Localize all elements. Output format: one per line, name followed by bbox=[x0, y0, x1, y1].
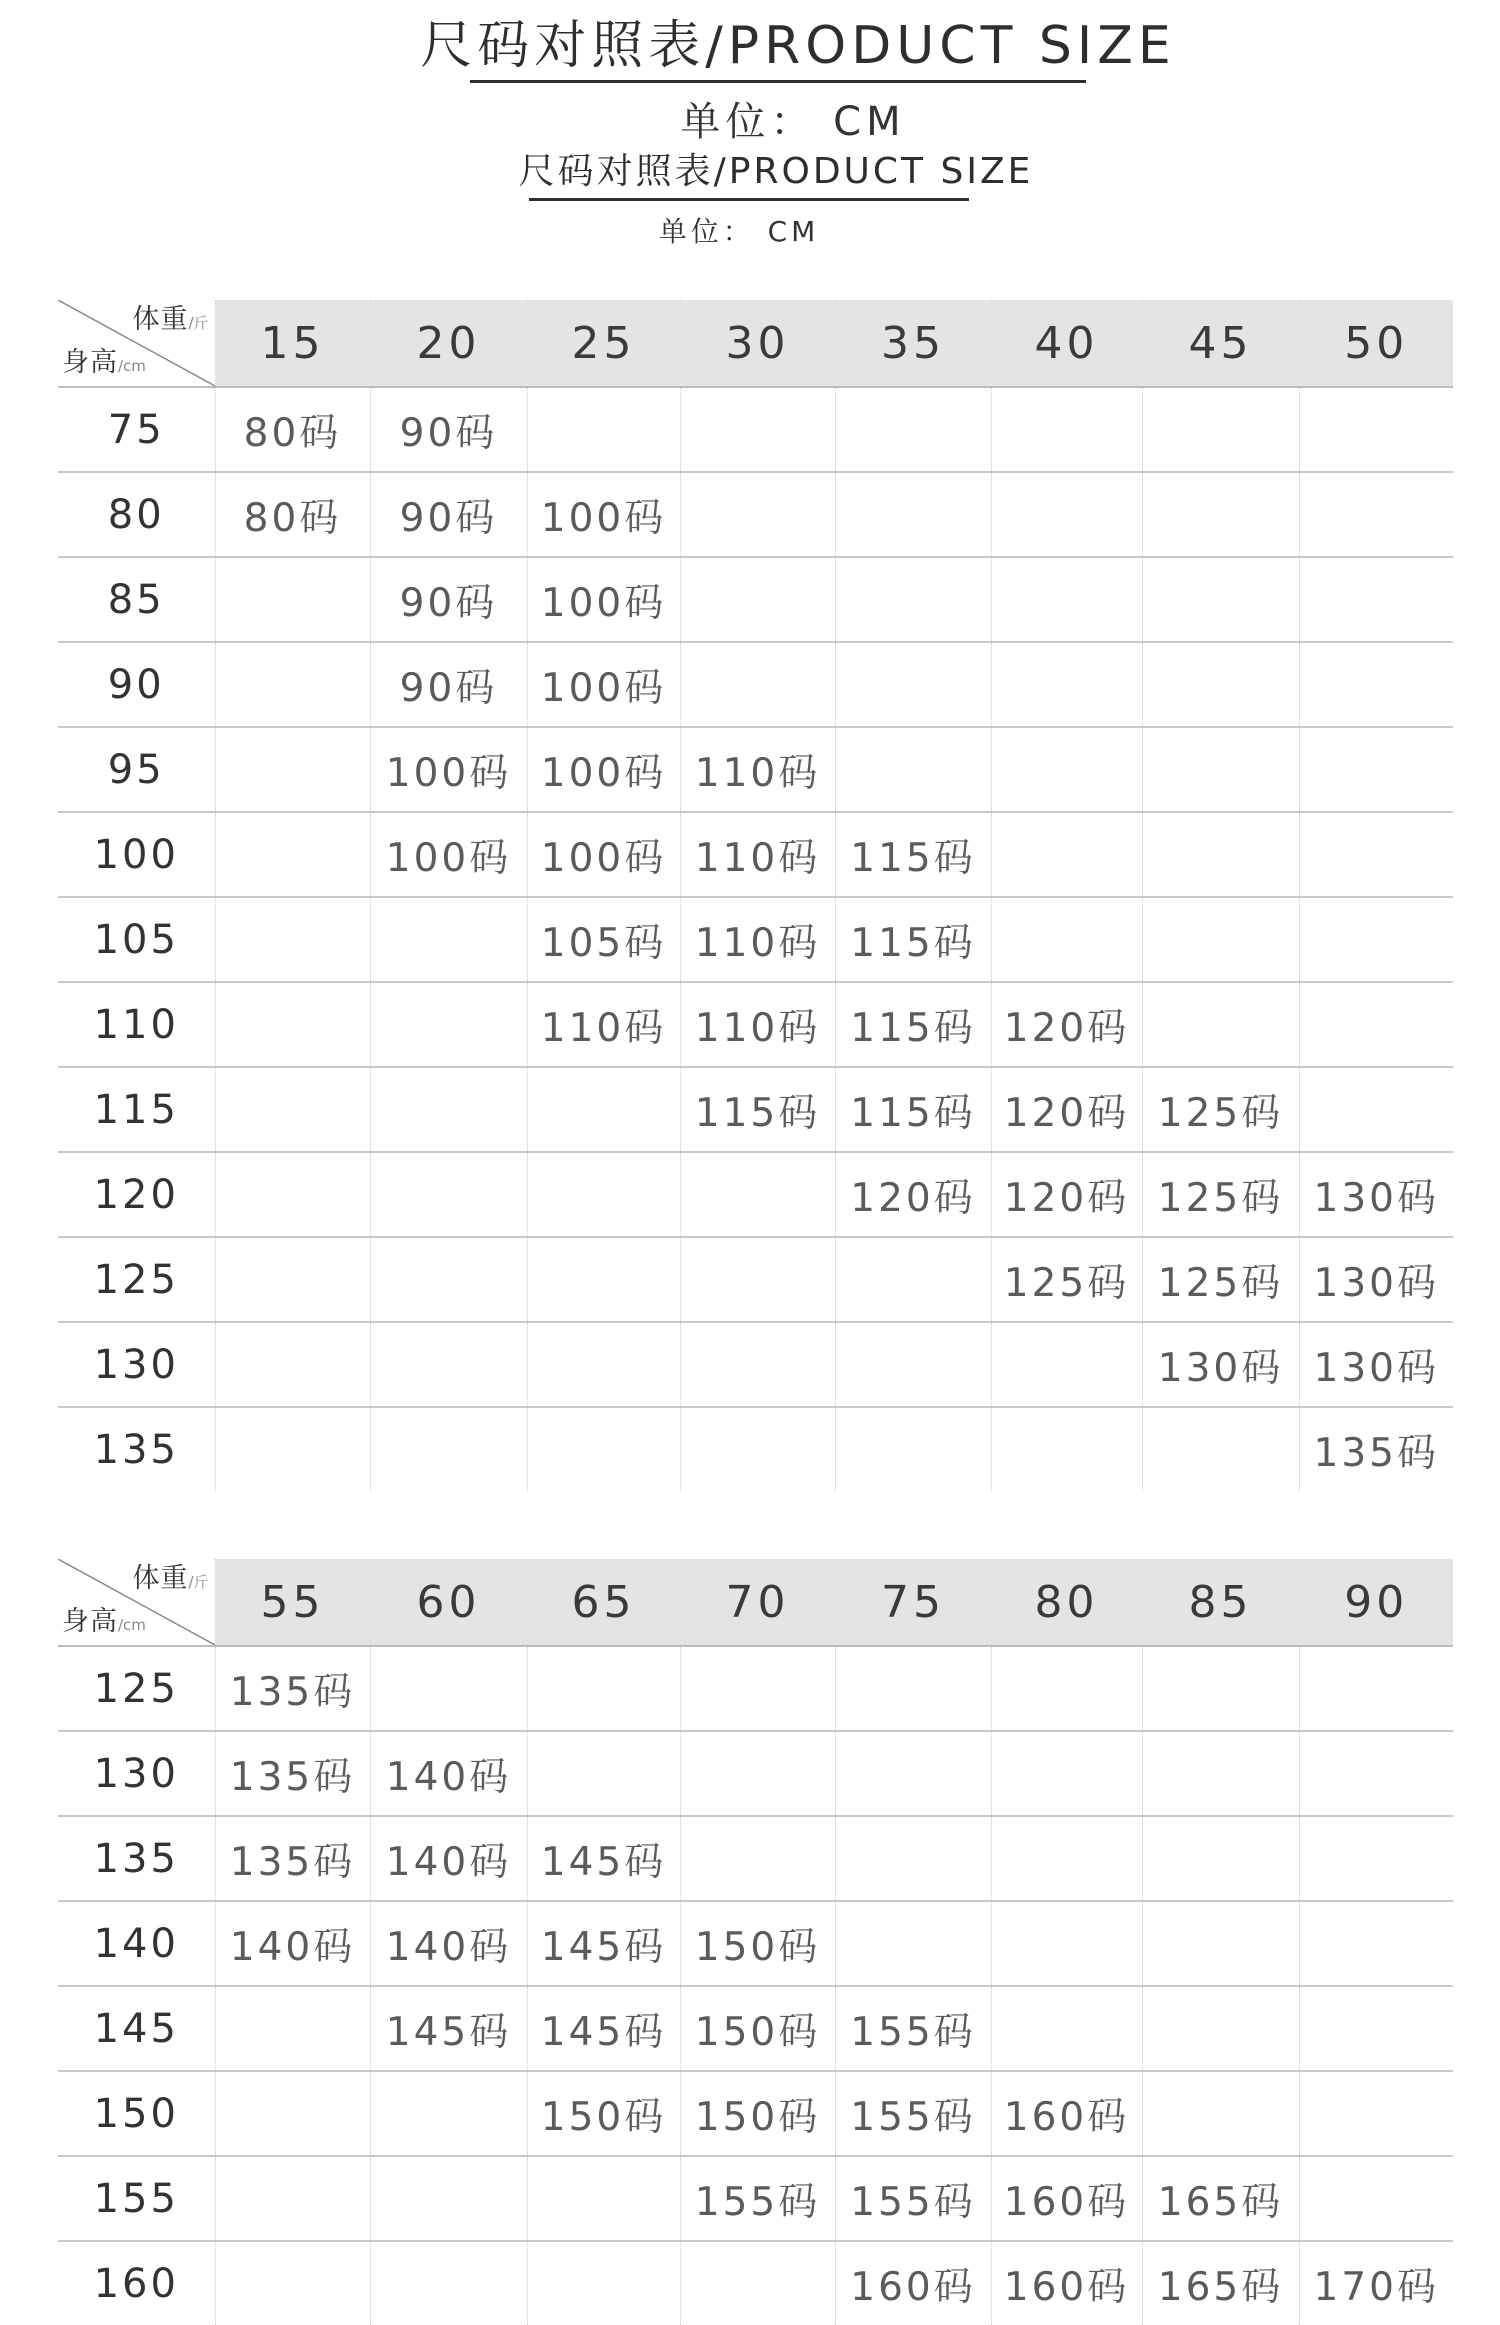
size-cell: 100码 bbox=[527, 812, 680, 897]
height-row-header: 75 bbox=[58, 387, 215, 472]
size-cell bbox=[1299, 727, 1453, 812]
size-cell bbox=[1142, 1407, 1299, 1491]
size-cell bbox=[215, 2156, 370, 2241]
size-cell: 115码 bbox=[835, 897, 991, 982]
size-cell: 90码 bbox=[370, 642, 527, 727]
size-cell bbox=[991, 1646, 1142, 1731]
size-cell: 140码 bbox=[370, 1901, 527, 1986]
size-cell bbox=[527, 1067, 680, 1152]
size-cell bbox=[527, 2241, 680, 2325]
size-cell bbox=[370, 1067, 527, 1152]
height-row-header: 150 bbox=[58, 2071, 215, 2156]
size-cell: 140码 bbox=[215, 1901, 370, 1986]
weight-column-header: 35 bbox=[835, 300, 991, 387]
size-cell: 145码 bbox=[527, 1901, 680, 1986]
size-cell: 170码 bbox=[1299, 2241, 1453, 2325]
size-cell bbox=[215, 1322, 370, 1407]
size-cell bbox=[991, 812, 1142, 897]
size-cell bbox=[680, 642, 835, 727]
size-cell bbox=[991, 1901, 1142, 1986]
size-cell bbox=[370, 1152, 527, 1237]
height-row-header: 110 bbox=[58, 982, 215, 1067]
size-cell bbox=[835, 1901, 991, 1986]
size-cell: 150码 bbox=[527, 2071, 680, 2156]
size-cell bbox=[1299, 2156, 1453, 2241]
size-cell bbox=[370, 1646, 527, 1731]
unit-label: 单位： CM bbox=[680, 99, 906, 145]
size-cell: 120码 bbox=[991, 1152, 1142, 1237]
table-row bbox=[58, 1731, 1453, 1816]
weight-column-header: 50 bbox=[1299, 300, 1453, 387]
size-cell bbox=[1142, 557, 1299, 642]
page-title: 尺码对照表/PRODUCT SIZE bbox=[420, 16, 1176, 76]
size-cell bbox=[680, 1816, 835, 1901]
size-cell bbox=[680, 387, 835, 472]
weight-column-header: 75 bbox=[835, 1559, 991, 1646]
size-cell: 135码 bbox=[215, 1646, 370, 1731]
title-underline bbox=[470, 80, 1086, 83]
table-row bbox=[58, 1816, 1453, 1901]
height-axis-label bbox=[62, 345, 146, 384]
size-cell bbox=[1299, 387, 1453, 472]
size-cell bbox=[527, 1237, 680, 1322]
height-row-header: 135 bbox=[93, 1426, 179, 1473]
size-cell: 90码 bbox=[370, 472, 527, 557]
table-row bbox=[58, 642, 1453, 727]
size-cell: 100码 bbox=[527, 472, 680, 557]
height-row-header: 155 bbox=[58, 2156, 215, 2241]
table-row bbox=[58, 982, 1453, 1067]
height-row-header: 100 bbox=[58, 812, 215, 897]
size-cell bbox=[1142, 387, 1299, 472]
table-row bbox=[58, 1901, 1453, 1986]
table-row bbox=[58, 1152, 1453, 1237]
size-cell bbox=[835, 1322, 991, 1407]
height-row-header: 160 bbox=[93, 2260, 179, 2307]
size-cell: 130码 bbox=[1142, 1322, 1299, 1407]
size-cell bbox=[370, 2071, 527, 2156]
size-cell bbox=[991, 387, 1142, 472]
size-cell bbox=[835, 1646, 991, 1731]
size-cell bbox=[1142, 982, 1299, 1067]
size-cell: 120码 bbox=[991, 982, 1142, 1067]
size-cell: 125码 bbox=[1142, 1152, 1299, 1237]
size-cell: 155码 bbox=[835, 2156, 991, 2241]
size-cell bbox=[1299, 472, 1453, 557]
height-row-header: 120 bbox=[58, 1152, 215, 1237]
size-cell bbox=[835, 1816, 991, 1901]
size-cell bbox=[215, 2071, 370, 2156]
weight-column-header: 55 bbox=[215, 1559, 370, 1646]
size-cell: 145码 bbox=[370, 1986, 527, 2071]
weight-axis-label bbox=[132, 1561, 208, 1600]
size-cell bbox=[215, 2241, 370, 2325]
size-cell: 100码 bbox=[527, 727, 680, 812]
size-cell bbox=[835, 1407, 991, 1491]
size-cell bbox=[527, 2156, 680, 2241]
size-cell bbox=[215, 982, 370, 1067]
table-row bbox=[58, 897, 1453, 982]
size-cell: 155码 bbox=[835, 2071, 991, 2156]
table-row bbox=[58, 557, 1453, 642]
size-cell: 100码 bbox=[527, 557, 680, 642]
size-cell bbox=[991, 1731, 1142, 1816]
corner-cell bbox=[58, 300, 215, 387]
weight-column-header: 60 bbox=[370, 1559, 527, 1646]
size-cell: 125码 bbox=[1142, 1067, 1299, 1152]
table-row bbox=[58, 2156, 1453, 2241]
table-row bbox=[58, 1986, 1453, 2071]
size-cell bbox=[1142, 1901, 1299, 1986]
size-cell bbox=[215, 1067, 370, 1152]
size-cell bbox=[991, 472, 1142, 557]
size-cell bbox=[680, 472, 835, 557]
size-cell bbox=[1142, 897, 1299, 982]
size-cell: 135码 bbox=[215, 1816, 370, 1901]
weight-axis-label bbox=[132, 302, 208, 341]
table-row bbox=[58, 1067, 1453, 1152]
size-cell: 115码 bbox=[835, 1067, 991, 1152]
size-cell bbox=[370, 2156, 527, 2241]
weight-column-header: 65 bbox=[527, 1559, 680, 1646]
size-cell: 140码 bbox=[370, 1731, 527, 1816]
size-cell bbox=[991, 1986, 1142, 2071]
size-cell: 130码 bbox=[1299, 1322, 1453, 1407]
size-cell bbox=[991, 642, 1142, 727]
table-row bbox=[58, 2071, 1453, 2156]
size-cell: 90码 bbox=[370, 387, 527, 472]
size-cell: 140码 bbox=[370, 1816, 527, 1901]
size-cell bbox=[215, 557, 370, 642]
size-cell bbox=[1299, 812, 1453, 897]
weight-column-header: 45 bbox=[1142, 300, 1299, 387]
size-cell: 125码 bbox=[991, 1237, 1142, 1322]
height-label: 身高 bbox=[62, 1606, 118, 1637]
height-row-header: 145 bbox=[58, 1986, 215, 2071]
size-cell bbox=[1299, 897, 1453, 982]
size-cell bbox=[215, 897, 370, 982]
weight-column-header: 15 bbox=[215, 300, 370, 387]
corner-cell bbox=[58, 1559, 215, 1646]
size-cell bbox=[1142, 1646, 1299, 1731]
size-cell bbox=[370, 2241, 527, 2325]
size-cell bbox=[1299, 1816, 1453, 1901]
weight-column-header: 40 bbox=[991, 300, 1142, 387]
size-cell bbox=[1299, 1901, 1453, 1986]
size-cell bbox=[991, 1816, 1142, 1901]
size-cell: 150码 bbox=[680, 1901, 835, 1986]
weight-column-header: 80 bbox=[991, 1559, 1142, 1646]
unit-label-small: 单位： CM bbox=[658, 215, 820, 248]
size-cell bbox=[527, 1646, 680, 1731]
size-cell bbox=[1299, 1731, 1453, 1816]
weight-column-header: 25 bbox=[527, 300, 680, 387]
size-cell bbox=[835, 642, 991, 727]
size-cell bbox=[680, 1237, 835, 1322]
table-row bbox=[58, 1322, 1453, 1407]
size-cell bbox=[1142, 472, 1299, 557]
height-row-header: 130 bbox=[58, 1322, 215, 1407]
table-row bbox=[58, 387, 1453, 472]
size-cell: 115码 bbox=[680, 1067, 835, 1152]
size-cell bbox=[215, 727, 370, 812]
size-cell bbox=[1299, 1986, 1453, 2071]
size-cell bbox=[680, 1731, 835, 1816]
size-cell: 160码 bbox=[991, 2071, 1142, 2156]
size-cell bbox=[1142, 727, 1299, 812]
size-cell bbox=[835, 1237, 991, 1322]
size-cell bbox=[991, 557, 1142, 642]
size-cell: 80码 bbox=[215, 472, 370, 557]
size-cell: 130码 bbox=[1299, 1152, 1453, 1237]
size-cell: 120码 bbox=[991, 1067, 1142, 1152]
weight-column-header: 20 bbox=[370, 300, 527, 387]
weight-column-header: 90 bbox=[1299, 1559, 1453, 1646]
height-row-header: 130 bbox=[58, 1731, 215, 1816]
height-row-header: 85 bbox=[58, 557, 215, 642]
height-unit: /cm bbox=[118, 357, 146, 375]
weight-unit: /斤 bbox=[188, 1573, 209, 1591]
size-cell: 150码 bbox=[680, 1986, 835, 2071]
size-cell bbox=[370, 1237, 527, 1322]
size-cell bbox=[1142, 1816, 1299, 1901]
size-cell: 145码 bbox=[527, 1816, 680, 1901]
size-cell bbox=[215, 1152, 370, 1237]
size-cell bbox=[991, 897, 1142, 982]
size-cell bbox=[680, 2241, 835, 2325]
size-cell: 110码 bbox=[680, 727, 835, 812]
table-row bbox=[58, 812, 1453, 897]
height-axis-label bbox=[62, 1604, 146, 1643]
height-row-header: 115 bbox=[58, 1067, 215, 1152]
size-cell bbox=[680, 1407, 835, 1491]
size-cell: 110码 bbox=[527, 982, 680, 1067]
size-table-1 bbox=[58, 300, 1453, 1491]
header-row bbox=[58, 300, 1453, 387]
size-cell bbox=[1299, 1646, 1453, 1731]
size-cell: 155码 bbox=[680, 2156, 835, 2241]
size-cell bbox=[215, 812, 370, 897]
size-cell bbox=[1142, 812, 1299, 897]
height-row-header: 140 bbox=[58, 1901, 215, 1986]
size-cell bbox=[370, 982, 527, 1067]
size-cell: 100码 bbox=[527, 642, 680, 727]
size-cell: 165码 bbox=[1142, 2241, 1299, 2325]
height-row-header: 105 bbox=[58, 897, 215, 982]
size-cell bbox=[835, 472, 991, 557]
size-cell bbox=[680, 1152, 835, 1237]
size-cell: 120码 bbox=[835, 1152, 991, 1237]
size-cell bbox=[1142, 2071, 1299, 2156]
size-cell: 135码 bbox=[1299, 1407, 1453, 1491]
size-cell: 110码 bbox=[680, 812, 835, 897]
size-cell: 160码 bbox=[835, 2241, 991, 2325]
height-unit: /cm bbox=[118, 1616, 146, 1634]
size-cell bbox=[835, 557, 991, 642]
weight-unit: /斤 bbox=[188, 314, 209, 332]
weight-column-header: 30 bbox=[680, 300, 835, 387]
height-row-header: 95 bbox=[58, 727, 215, 812]
table-row bbox=[58, 1237, 1453, 1322]
size-cell bbox=[370, 1322, 527, 1407]
subtitle-underline bbox=[529, 198, 969, 201]
size-cell bbox=[1299, 557, 1453, 642]
height-row-header: 125 bbox=[58, 1646, 215, 1731]
size-cell bbox=[527, 1731, 680, 1816]
size-cell: 115码 bbox=[835, 812, 991, 897]
size-cell: 100码 bbox=[370, 812, 527, 897]
weight-column-header: 85 bbox=[1142, 1559, 1299, 1646]
size-cell bbox=[527, 1152, 680, 1237]
size-cell bbox=[991, 1407, 1142, 1491]
size-cell bbox=[370, 897, 527, 982]
size-cell bbox=[527, 1322, 680, 1407]
size-cell bbox=[680, 1646, 835, 1731]
size-cell bbox=[215, 642, 370, 727]
table-row bbox=[58, 472, 1453, 557]
height-row-header: 135 bbox=[58, 1816, 215, 1901]
height-label: 身高 bbox=[62, 347, 118, 378]
size-cell: 160码 bbox=[991, 2241, 1142, 2325]
size-cell bbox=[835, 727, 991, 812]
table-row bbox=[58, 1407, 1453, 1491]
size-cell: 160码 bbox=[991, 2156, 1142, 2241]
header-row bbox=[58, 1559, 1453, 1646]
weight-label: 体重 bbox=[132, 304, 189, 335]
table-row bbox=[58, 2241, 1453, 2325]
size-cell: 155码 bbox=[835, 1986, 991, 2071]
size-cell: 130码 bbox=[1299, 1237, 1453, 1322]
size-cell: 90码 bbox=[370, 557, 527, 642]
size-cell bbox=[215, 1986, 370, 2071]
size-cell: 80码 bbox=[215, 387, 370, 472]
size-cell bbox=[1142, 1986, 1299, 2071]
size-cell: 145码 bbox=[527, 1986, 680, 2071]
weight-column-header: 70 bbox=[680, 1559, 835, 1646]
size-cell: 115码 bbox=[835, 982, 991, 1067]
size-cell bbox=[1299, 2071, 1453, 2156]
size-cell bbox=[370, 1407, 527, 1491]
size-cell bbox=[1142, 642, 1299, 727]
size-cell: 110码 bbox=[680, 897, 835, 982]
size-cell bbox=[680, 1322, 835, 1407]
size-cell bbox=[1299, 642, 1453, 727]
size-cell: 110码 bbox=[680, 982, 835, 1067]
size-cell: 100码 bbox=[370, 727, 527, 812]
size-cell: 105码 bbox=[527, 897, 680, 982]
size-cell: 135码 bbox=[215, 1731, 370, 1816]
height-row-header: 90 bbox=[58, 642, 215, 727]
size-cell bbox=[835, 1731, 991, 1816]
page-subtitle: 尺码对照表/PRODUCT SIZE bbox=[518, 151, 1034, 192]
size-cell: 165码 bbox=[1142, 2156, 1299, 2241]
size-cell bbox=[991, 727, 1142, 812]
table-row bbox=[58, 1646, 1453, 1731]
size-cell: 150码 bbox=[680, 2071, 835, 2156]
size-cell bbox=[1299, 1067, 1453, 1152]
size-cell bbox=[835, 387, 991, 472]
size-cell bbox=[680, 557, 835, 642]
size-cell bbox=[215, 1407, 370, 1491]
table-row bbox=[58, 727, 1453, 812]
size-cell: 125码 bbox=[1142, 1237, 1299, 1322]
weight-label: 体重 bbox=[132, 1563, 189, 1594]
size-cell bbox=[215, 1237, 370, 1322]
height-row-header: 125 bbox=[58, 1237, 215, 1322]
size-cell bbox=[1142, 1731, 1299, 1816]
size-cell bbox=[991, 1322, 1142, 1407]
size-cell bbox=[527, 387, 680, 472]
height-row-header: 80 bbox=[58, 472, 215, 557]
size-table-2 bbox=[58, 1559, 1453, 2325]
size-cell bbox=[1299, 982, 1453, 1067]
size-cell bbox=[527, 1407, 680, 1491]
